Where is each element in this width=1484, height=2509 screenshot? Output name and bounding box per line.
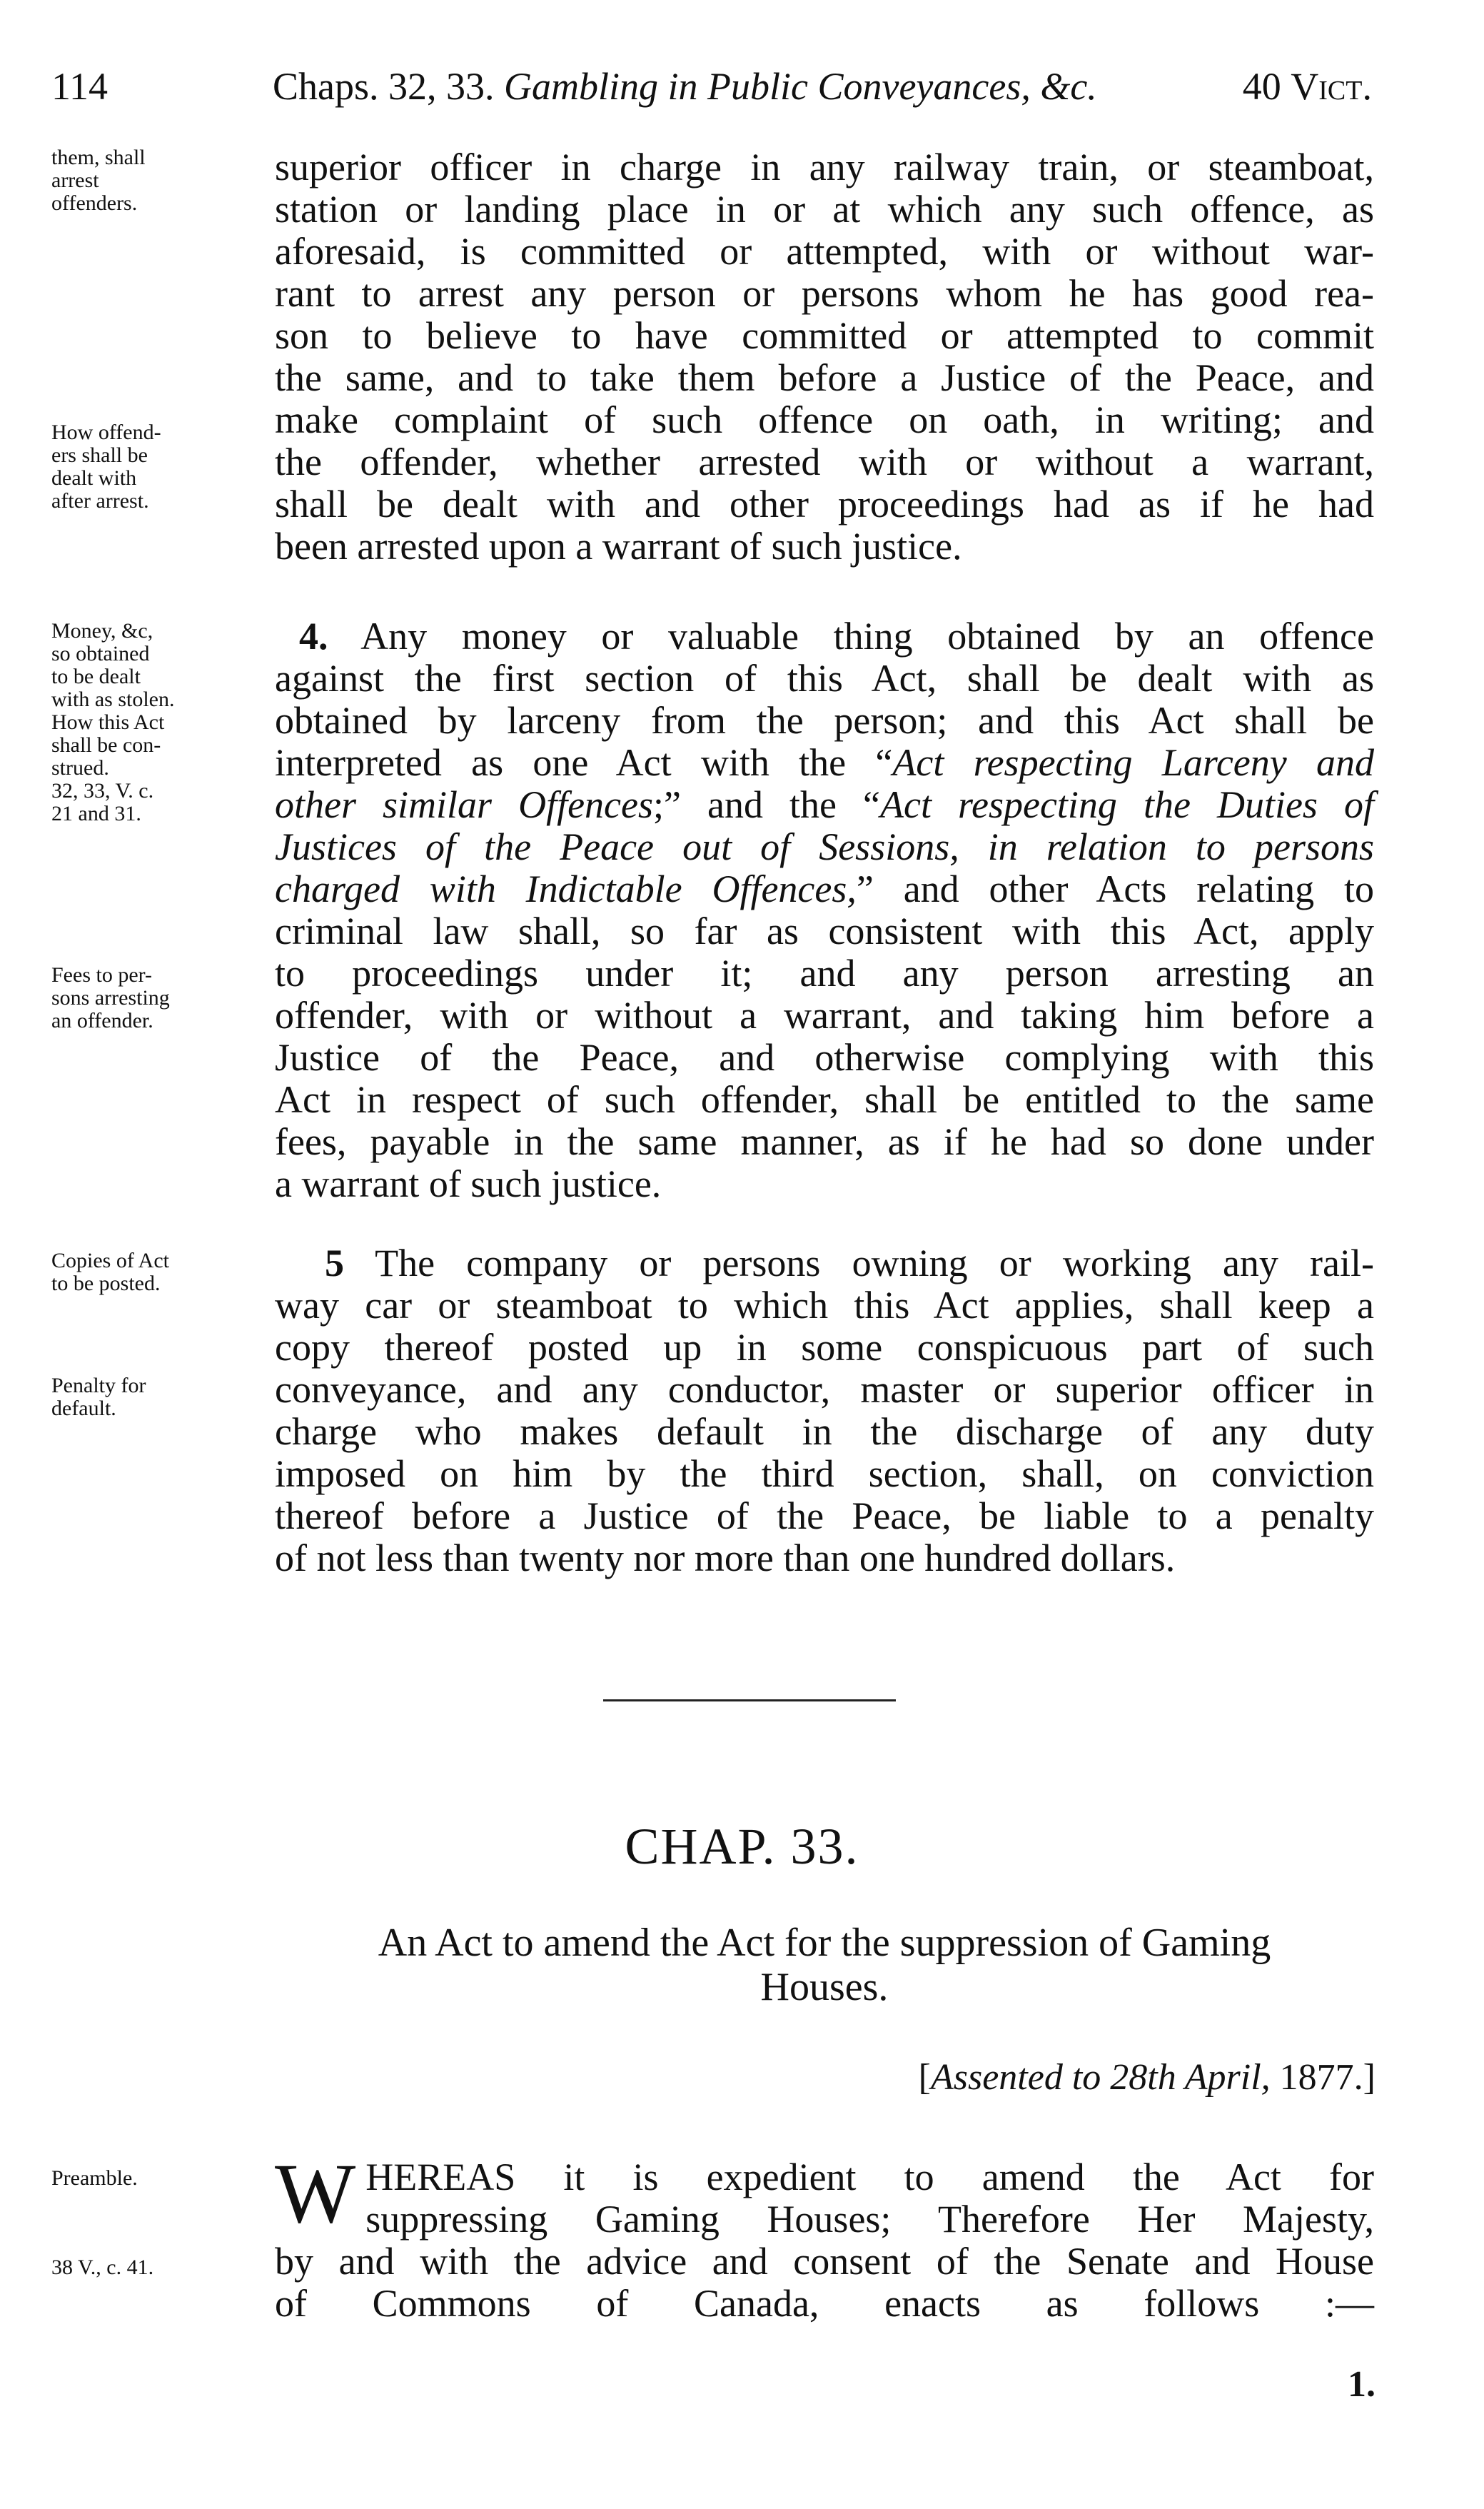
regnal-year [1243, 64, 1372, 109]
section-number: 4. [299, 615, 328, 658]
preamble: W HEREAS it is expedient to amend the Act for suppressing Gaming Houses; Therefore Her Majesty, by and with the advice and consent of the Senate and House of Commons of Canada, enacts as follows :— [275, 2146, 1374, 2325]
regnal-suffix: Vict. [1291, 65, 1372, 108]
section-5: 5 The company or persons owning or working any rail- way car or steamboat to which this Act applies, shall keep a copy thereof posted up in some conspicuous part of such conveyance, and any conductor, master or superior officer in charge who makes default in the discharge of any duty imposed on him by the third section, shall, on conviction thereof before a Justice of the Peace, be liable to a penalty of not less than twenty nor more than one hundred dollars. [275, 1242, 1374, 1579]
margin-note-arrest: them, shall arrest offenders. [51, 146, 146, 215]
margin-note-penalty: Penalty for default. [51, 1374, 146, 1420]
margin-note-construed: How this Act shall be con- strued. 32, 33, V. c. 21 and 31. [51, 710, 165, 825]
page-number: 114 [51, 65, 108, 108]
act-title: An Act to amend the Act for the suppression of Gaming Houses. [378, 1921, 1271, 2009]
running-title-text: Gambling in Public Conveyances, &c. [504, 65, 1097, 108]
regnal-prefix: 40 [1242, 65, 1281, 108]
margin-note-fees: Fees to per- sons arresting an offender. [51, 963, 170, 1032]
margin-note-citation: 38 V., c. 41. [51, 2256, 154, 2279]
chapter-numbers: Chaps. 32, 33. [273, 65, 495, 108]
paragraph-section-3-continued: superior officer in charge in any railway train, or steamboat, station or landing place in or at which any such offence, as aforesaid, is committed or attempted, with or without war- rant to arrest any person or persons whom he has good rea- son to believe to have committed or attempted to commit the same, and to take them before a Justice of the Peace, and make complaint of such offence on oath, in writing; and the offender, whether arrested with or without a warrant, shall be dealt with and other proceedings had as if he had been arrested upon a warrant of such justice. [275, 146, 1374, 568]
section-number: 5 [325, 1242, 344, 1284]
margin-note-money: Money, &c, so obtained to be dealt with as stolen. [51, 619, 175, 711]
section-4: 4. Any money or valuable thing obtained by an offence against the first section of this Act, shall be dealt with as obtained by larceny from the person; and this Act shall be interpreted as one Act with the “Act respecting Larceny and other similar Offences;” and the “Act respecting the Duties of Justices of the Peace out of Sessions, in relation to persons charged with Indictable Offences,” and other Acts relating to criminal law shall, so far as consistent with this Act, apply to proceedings under it; and any person arresting an offender, with or without a warrant, and taking him before a Justice of the Peace, and otherwise complying with this Act in respect of such offender, shall be entitled to the same fees, payable in the same manner, as if he had so done under a warrant of such justice. [275, 615, 1374, 1205]
chapter-title: CHAP. 33. [625, 1818, 859, 1875]
margin-note-dealt: How offend- ers shall be dealt with after arrest. [51, 421, 161, 513]
running-head [51, 64, 1372, 129]
catchword: 1. [1348, 2364, 1376, 2405]
assent-date: [Assented to 28th April, 1877.] [918, 2057, 1376, 2098]
drop-cap: W [275, 2146, 356, 2241]
margin-note-preamble: Preamble. [51, 2166, 138, 2190]
section-divider [603, 1699, 896, 1701]
running-title [273, 64, 1097, 109]
margin-note-copies: Copies of Act to be posted. [51, 1249, 169, 1295]
